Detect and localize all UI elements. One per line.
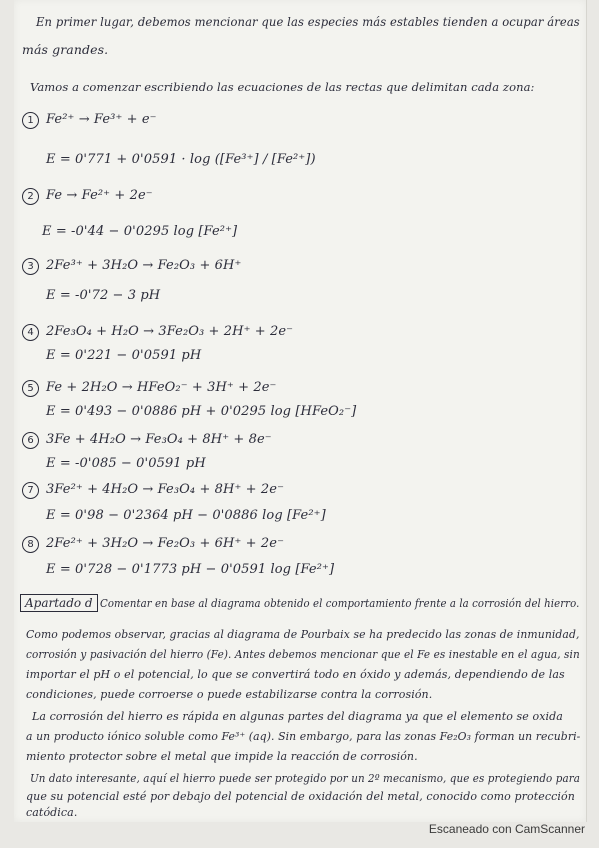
equation-potential: E = 0'221 − 0'0591 pH	[46, 348, 202, 363]
equation-potential: E = -0'72 − 3 pH	[46, 288, 161, 303]
equation-potential: E = 0'493 − 0'0886 pH + 0'0295 log [HFeO₂⁻]	[46, 404, 357, 419]
equation-number: 6	[22, 432, 39, 449]
equation-reaction: Fe + 2H₂O → HFeO₂⁻ + 3H⁺ + 2e⁻	[46, 380, 277, 395]
paragraph-line: a un producto iónico soluble como Fe³⁺ (aq). Sin embargo, para las zonas Fe₂O₃ forman un recubri-	[26, 730, 581, 743]
paragraph-line: condiciones, puede corroerse o puede estabilizarse contra la corrosión.	[26, 688, 433, 701]
equation-number: 4	[22, 324, 39, 341]
equation-potential: E = 0'728 − 0'1773 pH − 0'0591 log [Fe²⁺]	[46, 562, 335, 577]
paragraph-line: Como podemos observar, gracias al diagrama de Pourbaix se ha predecido las zonas de inmunidad,	[26, 628, 580, 641]
paragraph-line: miento protector sobre el metal que impide la reacción de corrosión.	[26, 750, 418, 763]
scanner-watermark: Escaneado con CamScanner	[428, 822, 585, 836]
section-heading: Comentar en base al diagrama obtenido el comportamiento frente a la corrosión del hierro.	[100, 597, 580, 610]
equation-number: 1	[22, 112, 39, 129]
intro-line-3: Vamos a comenzar escribiendo las ecuaciones de las rectas que delimitan cada zona:	[30, 80, 535, 94]
equation-reaction: 3Fe + 4H₂O → Fe₃O₄ + 8H⁺ + 8e⁻	[46, 432, 272, 447]
paragraph-line: que su potencial esté por debajo del potencial de oxidación del metal, conocido como protección	[26, 790, 575, 803]
equation-potential: E = 0'98 − 0'2364 pH − 0'0886 log [Fe²⁺]	[46, 508, 326, 523]
equation-number: 7	[22, 482, 39, 499]
paragraph-line: corrosión y pasivación del hierro (Fe). Antes debemos mencionar que el Fe es inestable en el agua, sin	[26, 648, 580, 661]
paragraph-line: Un dato interesante, aquí el hierro puede ser protegido por un 2º mecanismo, que es protegiendo para	[30, 772, 580, 785]
intro-line-1: En primer lugar, debemos mencionar que las especies más estables tienden a ocupar áreas	[36, 14, 580, 29]
paragraph-line: importar el pH o el potencial, lo que se convertirá todo en óxido y además, dependiendo de las	[26, 668, 565, 681]
equation-reaction: 2Fe₃O₄ + H₂O → 3Fe₂O₃ + 2H⁺ + 2e⁻	[46, 324, 294, 339]
equation-reaction: Fe²⁺ → Fe³⁺ + e⁻	[46, 112, 157, 127]
equation-reaction: Fe → Fe²⁺ + 2e⁻	[46, 188, 153, 203]
paragraph-line: La corrosión del hierro es rápida en algunas partes del diagrama ya que el elemento se oxida	[32, 710, 563, 723]
equation-number: 8	[22, 536, 39, 553]
paragraph-line: catódica.	[26, 806, 78, 819]
equation-potential: E = -0'44 − 0'0295 log [Fe²⁺]	[42, 224, 238, 239]
equation-number: 5	[22, 380, 39, 397]
equation-number: 2	[22, 188, 39, 205]
equation-reaction: 2Fe³⁺ + 3H₂O → Fe₂O₃ + 6H⁺	[46, 258, 242, 273]
equation-reaction: 3Fe²⁺ + 4H₂O → Fe₃O₄ + 8H⁺ + 2e⁻	[46, 482, 285, 497]
intro-line-2: más grandes.	[22, 42, 109, 57]
equation-number: 3	[22, 258, 39, 275]
equation-potential: E = -0'085 − 0'0591 pH	[46, 456, 206, 471]
equation-reaction: 2Fe²⁺ + 3H₂O → Fe₂O₃ + 6H⁺ + 2e⁻	[46, 536, 285, 551]
section-label: Apartado d	[20, 594, 98, 612]
equation-potential: E = 0'771 + 0'0591 · log ([Fe³⁺] / [Fe²⁺])	[46, 152, 316, 167]
